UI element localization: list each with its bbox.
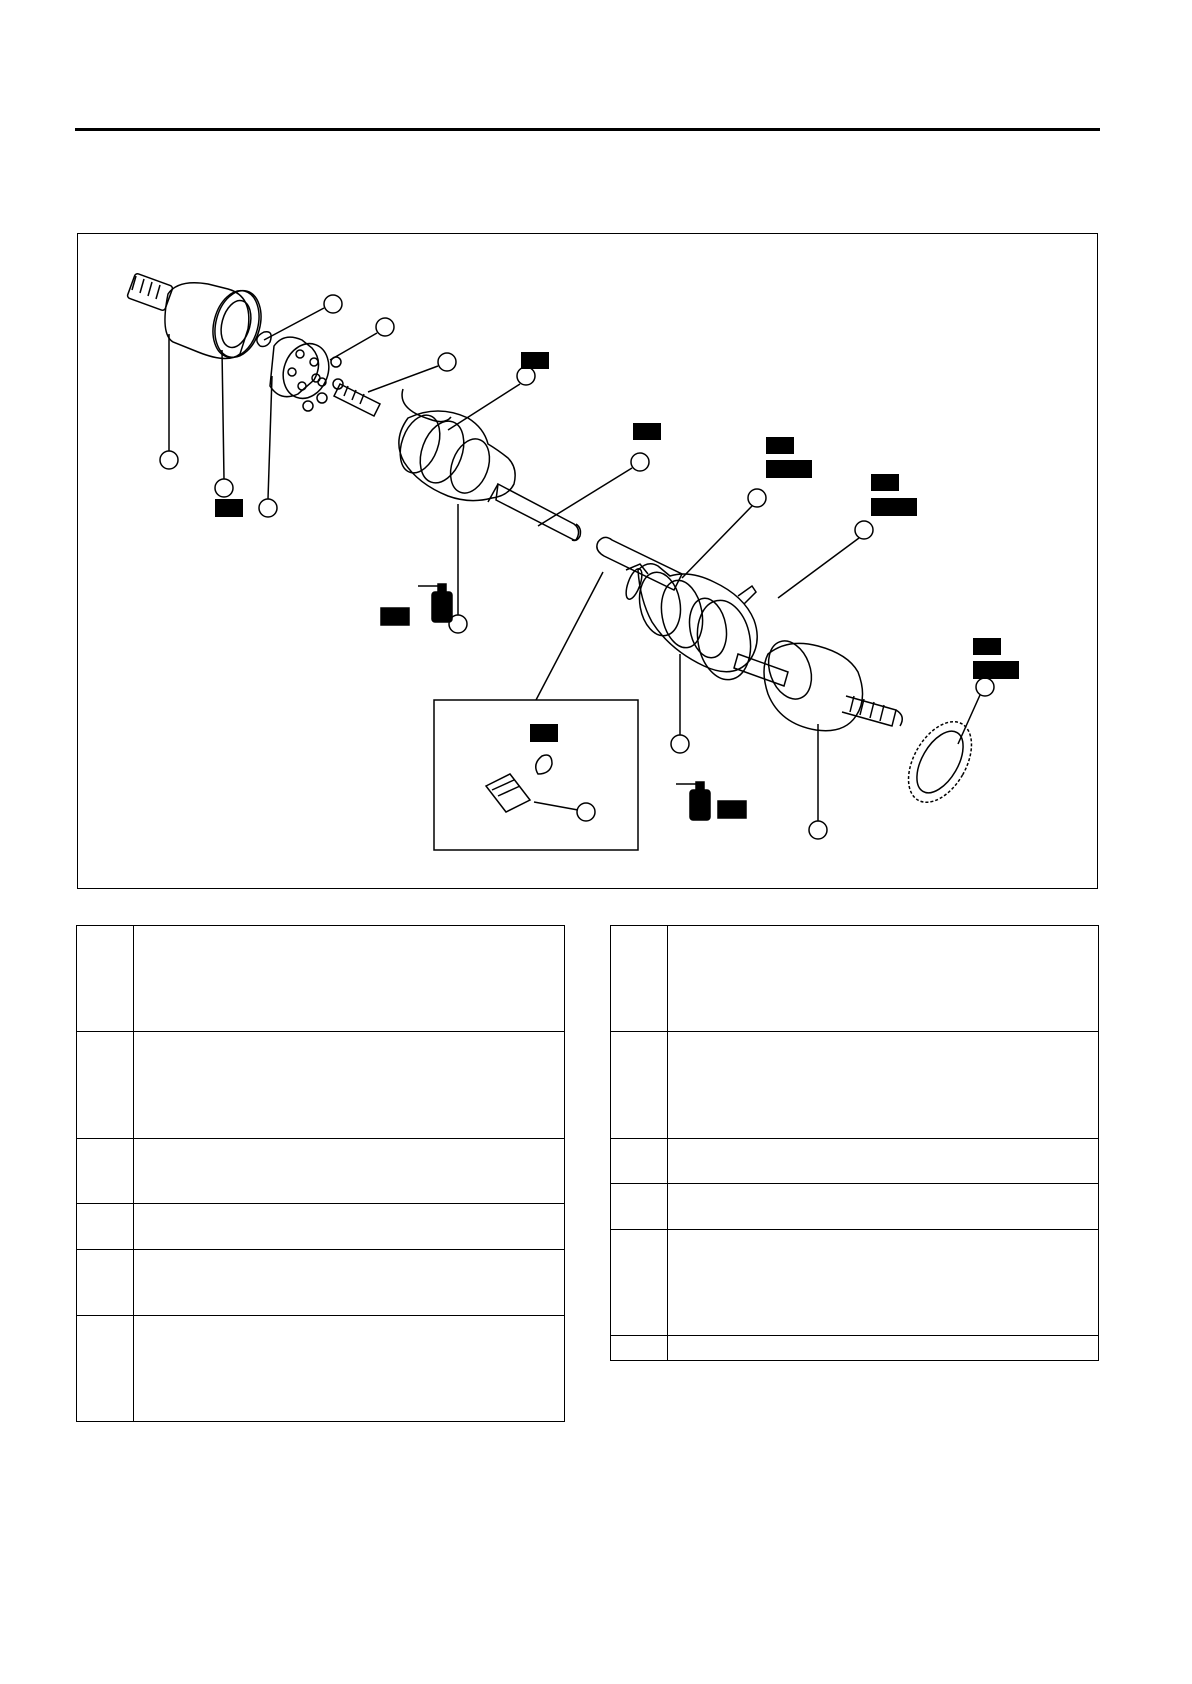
table-row	[77, 1139, 565, 1204]
part-description	[134, 1250, 565, 1316]
part-number	[77, 1316, 134, 1422]
grease-tube-2	[676, 782, 746, 820]
part-number	[77, 926, 134, 1032]
part-number	[611, 1032, 668, 1139]
part-number	[611, 926, 668, 1032]
spec-tags	[215, 352, 1019, 679]
part-number	[611, 1336, 668, 1361]
parts-table-right	[610, 925, 1099, 1361]
table-row	[77, 1250, 565, 1316]
table-row	[611, 1139, 1099, 1184]
exploded-diagram-frame	[77, 233, 1098, 889]
table-row	[611, 1230, 1099, 1336]
inboard-joint-housing	[127, 273, 266, 363]
part-number	[77, 1250, 134, 1316]
table-row	[611, 1032, 1099, 1139]
drive-shaft-exploded-diagram	[78, 234, 1099, 890]
part-description	[134, 926, 565, 1032]
part-description	[134, 1139, 565, 1204]
part-number	[77, 1139, 134, 1204]
part-number	[611, 1230, 668, 1336]
inboard-boot	[393, 389, 515, 501]
part-description	[668, 1139, 1099, 1184]
table-row	[77, 1204, 565, 1250]
part-description	[668, 1032, 1099, 1139]
part-description	[134, 1316, 565, 1422]
part-number	[77, 1204, 134, 1250]
part-description	[668, 1336, 1099, 1361]
part-description	[668, 1230, 1099, 1336]
part-number	[611, 1184, 668, 1230]
sensor-rotor	[895, 711, 984, 813]
outboard-joint	[761, 635, 902, 731]
parts-table-left	[76, 925, 565, 1422]
table-row	[611, 1184, 1099, 1230]
callouts	[160, 295, 994, 839]
part-description	[668, 926, 1099, 1032]
grease-tube-1	[381, 584, 452, 625]
table-row	[611, 1336, 1099, 1361]
table-row	[77, 1316, 565, 1422]
table-row	[77, 926, 565, 1032]
table-row	[77, 1032, 565, 1139]
part-description	[134, 1032, 565, 1139]
part-description	[668, 1184, 1099, 1230]
table-row	[611, 926, 1099, 1032]
small-clip	[257, 332, 271, 347]
drive-shaft	[488, 484, 682, 590]
detail-inset	[434, 572, 638, 850]
part-number	[611, 1139, 668, 1184]
part-description	[134, 1204, 565, 1250]
outboard-shaft-section	[734, 654, 788, 686]
outboard-boot-band	[691, 586, 756, 684]
part-number	[77, 1032, 134, 1139]
header-rule	[75, 128, 1100, 131]
